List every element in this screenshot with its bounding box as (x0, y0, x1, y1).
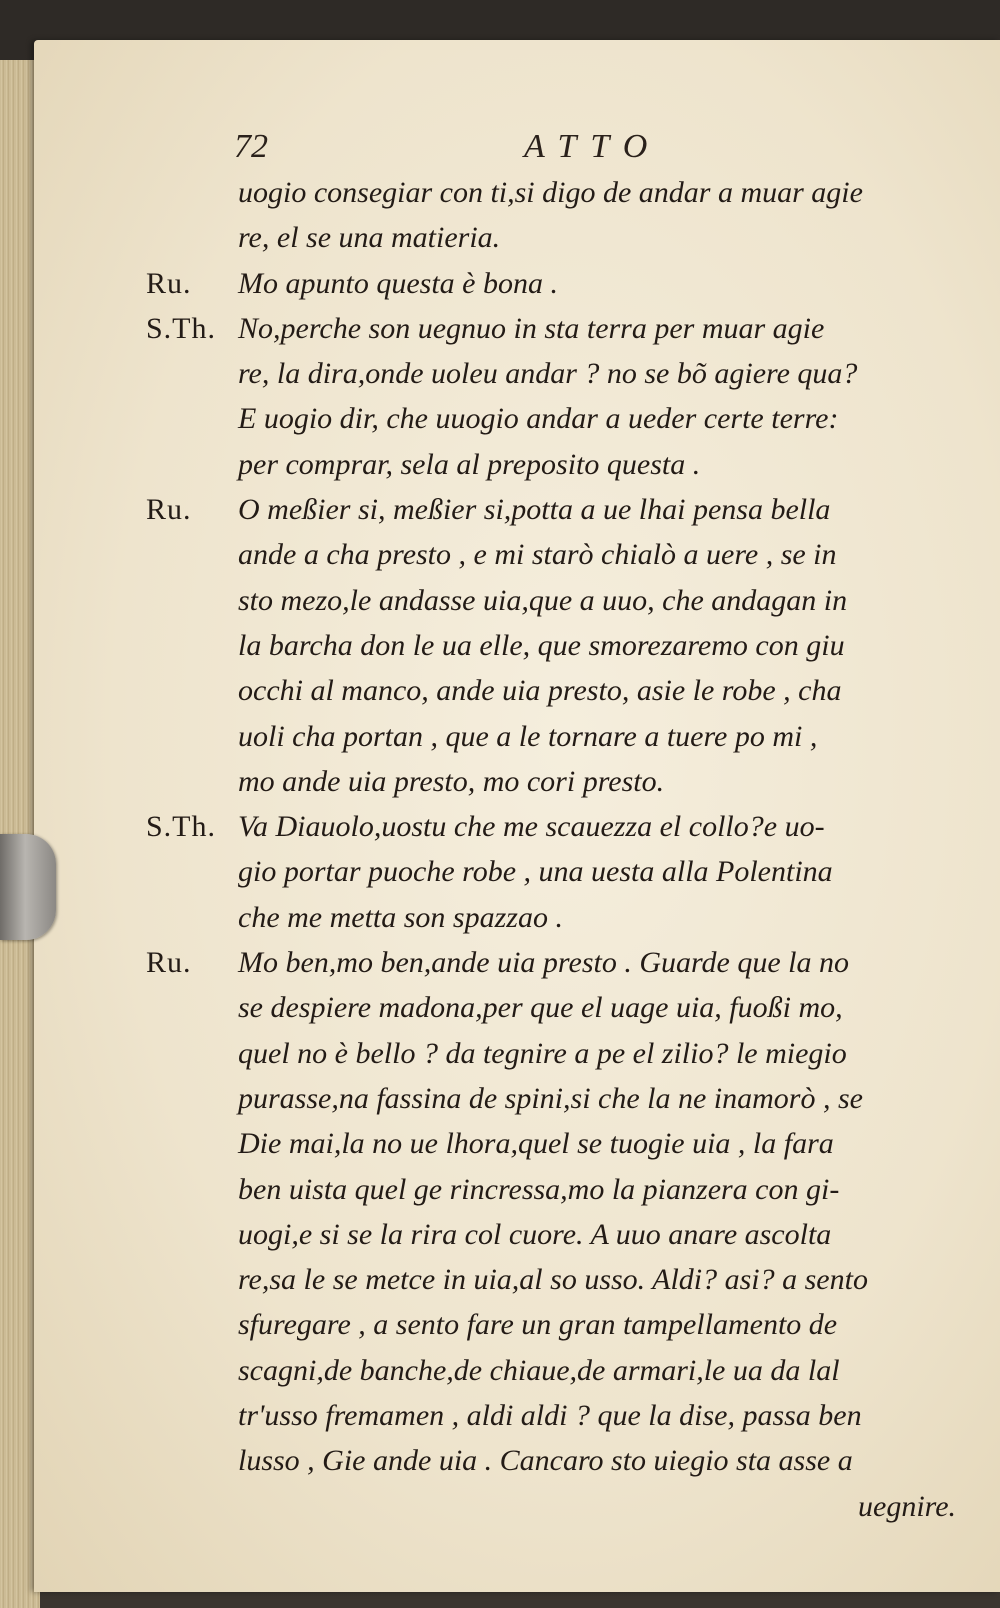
line-text: se despiere madona,per que el uage uia, fuoßi mo, (238, 991, 843, 1025)
catchword: uegnire. (858, 1489, 957, 1523)
line-text: sto mezo,le andasse uia,que a uuo, che andagan in (238, 583, 848, 617)
line-text: tr'usso fremamen , aldi aldi ? que la dise, passa ben (238, 1399, 862, 1433)
line-text: occhi al manco, ande uia presto, asie le robe , cha (238, 674, 842, 708)
text-line (146, 623, 1000, 668)
speaker-label: Ru. (146, 266, 192, 300)
book-page (34, 40, 1000, 1592)
text-line (146, 1167, 1000, 1212)
line-text: Mo apunto questa è bona . (238, 266, 558, 300)
text-line (146, 849, 1000, 894)
line-text: che me metta son spazzao . (238, 900, 563, 934)
line-text: uoli cha portan , que a le tornare a tuere po mi , (238, 719, 818, 753)
text-line (146, 1076, 1000, 1121)
line-text: ben uista quel ge rincressa,mo la pianzera con gi- (238, 1172, 840, 1206)
line-text: E uogio dir, che uuogio andar a ueder certe terre: (238, 402, 839, 436)
text-line (146, 714, 1000, 759)
line-text: Mo ben,mo ben,ande uia presto . Guarde que la no (238, 946, 850, 980)
line-text: Va Diauolo,uostu che me scauezza el collo?e uo- (238, 810, 825, 844)
line-text: re, el se una matieria. (238, 221, 501, 255)
line-text: re,sa le se metce in uia,al so usso. Aldi? asi? a sento (238, 1263, 868, 1297)
line-text: re, la dira,onde uoleu andar ? no se bõ agiere qua? (238, 357, 858, 391)
line-text: gio portar puoche robe , una uesta alla Polentina (238, 855, 833, 889)
text-line (146, 170, 1000, 215)
text-line (146, 985, 1000, 1030)
line-text: purasse,na fassina de spini,si che la ne inamorò , se (238, 1081, 863, 1115)
running-title: ATTO (524, 128, 662, 165)
speaker-label: S.Th. (146, 311, 217, 345)
text-line (146, 351, 1000, 396)
text-line (146, 578, 1000, 623)
text-line (146, 1121, 1000, 1166)
text-line (146, 1031, 1000, 1076)
line-text: uogi,e si se la rira col cuore. A uuo anare ascolta (238, 1217, 832, 1251)
text-line (146, 804, 1000, 849)
line-text: mo ande uia presto, mo cori presto. (238, 764, 665, 798)
speaker-label: Ru. (146, 946, 192, 980)
play-text (146, 170, 1000, 1529)
text-line (146, 261, 1000, 306)
speaker-label: S.Th. (146, 810, 217, 844)
text-line (146, 1348, 1000, 1393)
text-line (146, 442, 1000, 487)
text-line (146, 396, 1000, 441)
text-line (146, 1393, 1000, 1438)
line-text: lusso , Gie ande uia . Cancaro sto uiegio sta asse a (238, 1444, 853, 1478)
text-line (146, 532, 1000, 577)
text-line (146, 1302, 1000, 1347)
line-text: No,perche son uegnuo in sta terra per muar agie (238, 311, 825, 345)
line-text: la barcha don le ua elle, que smorezaremo con giu (238, 628, 845, 662)
line-text: ande a cha presto , e mi starò chialò a uere , se in (238, 538, 837, 572)
line-text: quel no è bello ? da tegnire a pe el zilio? le miegio (238, 1036, 847, 1070)
text-line (146, 1438, 1000, 1483)
page-number: 72 (234, 128, 268, 165)
text-line (146, 487, 1000, 532)
text-line (146, 215, 1000, 260)
line-text: per comprar, sela al preposito questa . (238, 447, 701, 481)
text-line (146, 306, 1000, 351)
text-line (146, 940, 1000, 985)
speaker-label: Ru. (146, 493, 192, 527)
text-line (146, 668, 1000, 713)
catchword-line (146, 1484, 1000, 1529)
text-line (146, 1257, 1000, 1302)
line-text: O meßier si, meßier si,potta a ue lhai pensa bella (238, 493, 831, 527)
line-text: Die mai,la no ue lhora,quel se tuogie uia , la fara (238, 1127, 834, 1161)
line-text: uogio consegiar con ti,si digo de andar a muar agie (238, 176, 863, 209)
line-text: scagni,de banche,de chiaue,de armari,le ua da lal (238, 1353, 840, 1387)
text-line (146, 759, 1000, 804)
text-line (146, 1212, 1000, 1257)
page-clip (0, 834, 56, 940)
text-line (146, 895, 1000, 940)
line-text: sfuregare , a sento fare un gran tampellamento de (238, 1308, 838, 1342)
